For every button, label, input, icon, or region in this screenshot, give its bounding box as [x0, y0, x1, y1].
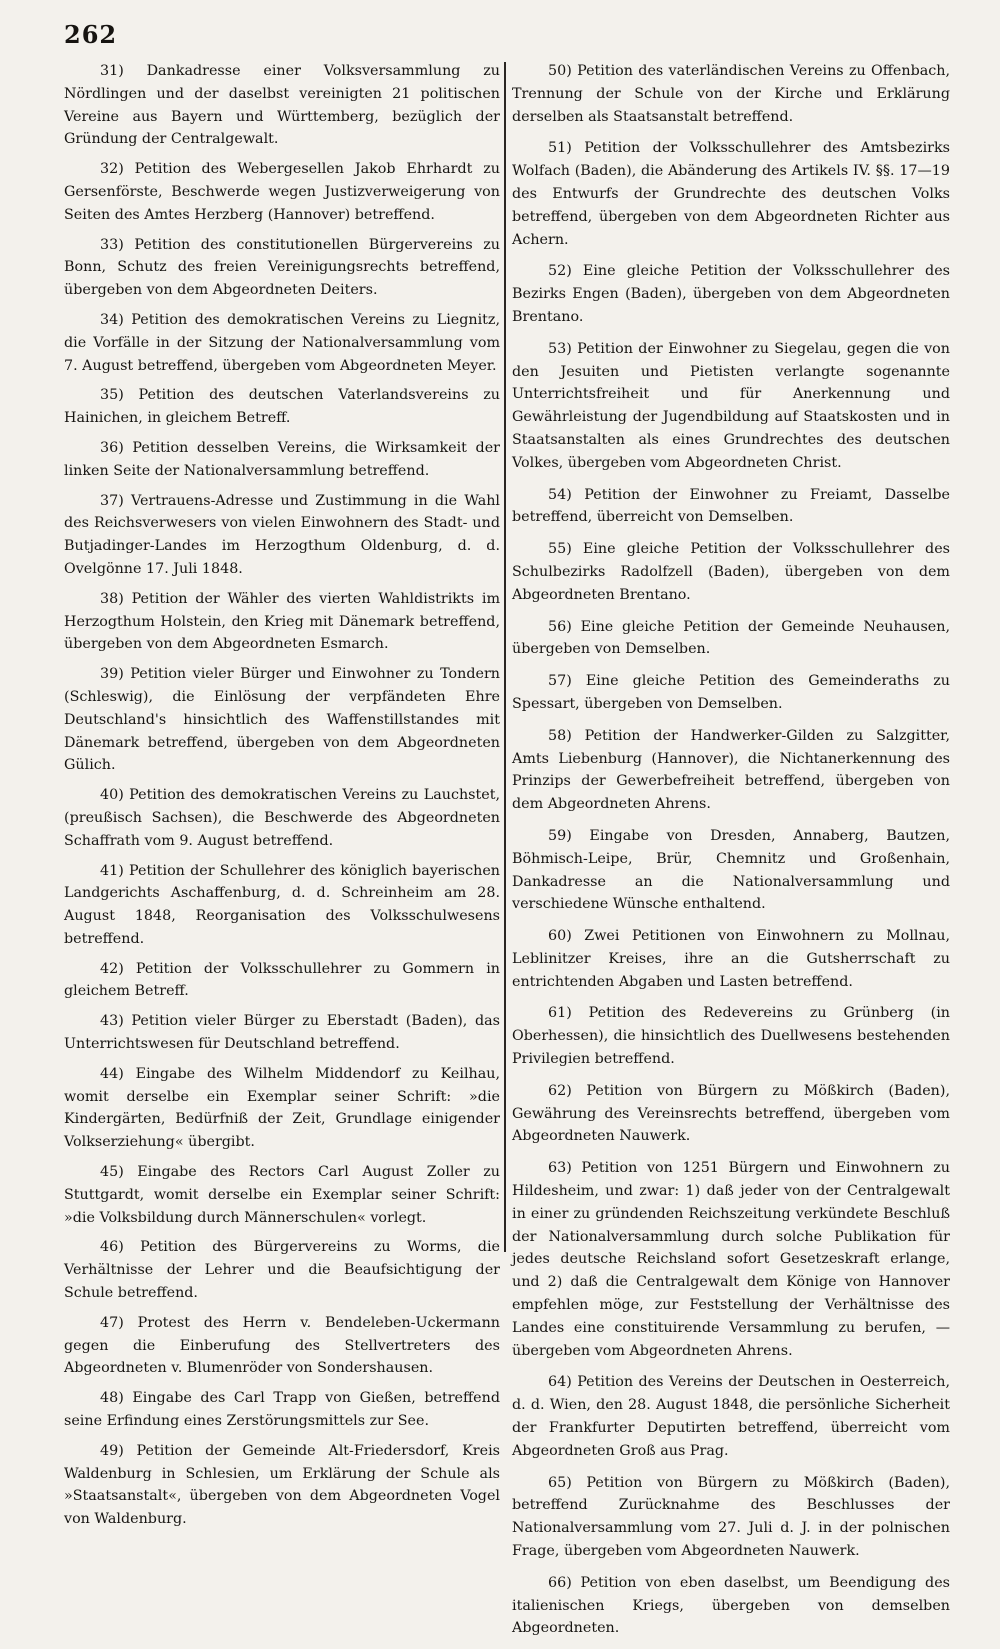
- entry-46: 46) Petition des Bürgervereins zu Worms, die Verhältnisse der Lehrer und die Beaufsichtigung der Schule betreffend.: [64, 1239, 500, 1302]
- entry-31: 31) Dankadresse einer Volksversammlung zu Nördlingen und der daselbst vereinigten 21 politischen Vereine aus Bayern und Württemberg, bezüglich der Gründung der Centralgewalt.: [64, 63, 500, 148]
- entry-58: 58) Petition der Handwerker-Gilden zu Salzgitter, Amts Liebenburg (Hannover), die Nichtanerkennung des Prinzips der Gewerbefreiheit betreffend, übergeben von dem Abgeordneten Ahrens.: [512, 727, 950, 813]
- entry-53: 53) Petition der Einwohner zu Siegelau, gegen die von den Jesuiten und Pietisten verlangte sogenannte Unterrichtsfreiheit und für Anerkennung und Gewährleistung der Jugendbildung auf Staatskosten und in Staatsanstalten als eines Grundrechtes des deutschen Volkes, übergeben vom Abgeordneten Christ.: [512, 340, 950, 471]
- entry-48: 48) Eingabe des Carl Trapp von Gießen, betreffend seine Erfindung eines Zerstörungsmittels zur See.: [64, 1390, 500, 1430]
- entry-35: 35) Petition des deutschen Vaterlandsvereins zu Hainichen, in gleichem Betreff.: [64, 387, 500, 427]
- entry-55: 55) Eine gleiche Petition der Volksschullehrer des Schulbezirks Radolfzell (Baden), übergeben von dem Abgeordneten Brentano.: [512, 541, 950, 603]
- entry-64: 64) Petition des Vereins der Deutschen in Oesterreich, d. d. Wien, den 28. August 1848, die persönliche Sicherheit der Frankfurter Deputirten betreffend, überreicht vom Abgeordneten Groß aus Prag.: [512, 1374, 950, 1459]
- entry-54: 54) Petition der Einwohner zu Freiamt, Dasselbe betreffend, überreicht von Demselben.: [512, 486, 950, 526]
- entry-37: 37) Vertrauens-Adresse und Zustimmung in die Wahl des Reichsverwesers von vielen Einwohnern des Stadt- und Butjadinger-Landes im Herzogthum Oldenburg, d. d. Ovelgönne 17. Juli 1848.: [64, 492, 500, 577]
- entry-65: 65) Petition von Bürgern zu Mößkirch (Baden), betreffend Zurücknahme des Beschlusses der Nationalversammlung vom 27. Juli d. J. in der polnischen Frage, übergeben vom Abgeordneten Nauwerk.: [512, 1474, 950, 1560]
- entry-47: 47) Protest des Herrn v. Bendeleben-Uckermann gegen die Einberufung des Stellvertreters des Abgeordneten v. Blumenröder von Sondershausen.: [64, 1314, 500, 1377]
- entry-51: 51) Petition der Volksschullehrer des Amtsbezirks Wolfach (Baden), die Abänderung des Artikels IV. §§. 17—19 des Entwurfs der Grundrechte des deutschen Volks betreffend, übergeben von dem Abgeordneten Richter aus Achern.: [512, 140, 950, 248]
- entry-62: 62) Petition von Bürgern zu Mößkirch (Baden), Gewährung des Vereinsrechts betreffend, übergeben vom Abgeordneten Nauwerk.: [512, 1082, 950, 1145]
- entry-57: 57) Eine gleiche Petition des Gemeinderaths zu Spessart, übergeben von Demselben.: [512, 673, 950, 712]
- entry-61: 61) Petition des Redevereins zu Grünberg (in Oberhessen), die hinsichtlich des Duellwesens bestehenden Privilegien betreffend.: [512, 1005, 950, 1068]
- entry-33: 33) Petition des constitutionellen Bürgervereins zu Bonn, Schutz des freien Vereinigungsrechts betreffend, übergeben von dem Abgeordneten Deiters.: [64, 236, 500, 299]
- entry-43: 43) Petition vieler Bürger zu Eberstadt (Baden), das Unterrichtswesen für Deutschland betreffend.: [64, 1013, 500, 1053]
- right-column: [512, 60, 950, 1649]
- entry-45: 45) Eingabe des Rectors Carl August Zoller zu Stuttgardt, womit derselbe ein Exemplar seiner Schrift: »die Volksbildung durch Männerschulen« vorlegt.: [64, 1164, 500, 1226]
- entry-49: 49) Petition der Gemeinde Alt-Friedersdorf, Kreis Waldenburg in Schlesien, um Erklärung der Schule als »Staatsanstalt«, übergeben von dem Abgeordneten Vogel von Waldenburg.: [64, 1442, 500, 1528]
- entry-56: 56) Eine gleiche Petition der Gemeinde Neuhausen, übergeben von Demselben.: [512, 618, 950, 658]
- left-column: [64, 60, 500, 1538]
- entry-38: 38) Petition der Wähler des vierten Wahldistrikts im Herzogthum Holstein, den Krieg mit Dänemark betreffend, übergeben von dem Abgeordneten Esmarch.: [64, 590, 500, 653]
- entry-32: 32) Petition des Webergesellen Jakob Ehrhardt zu Gersenförste, Beschwerde wegen Justizverweigerung von Seiten des Amtes Herzberg (Hannover) betreffend.: [64, 161, 500, 223]
- page-number: 262: [64, 20, 118, 49]
- entry-52: 52) Eine gleiche Petition der Volksschullehrer des Bezirks Engen (Baden), übergeben von dem Abgeordneten Brentano.: [512, 263, 950, 325]
- entry-59: 59) Eingabe von Dresden, Annaberg, Bautzen, Böhmisch-Leipe, Brür, Chemnitz und Großenhain, Dankadresse an die Nationalversammlung und verschiedene Wünsche enthaltend.: [512, 827, 950, 913]
- entry-41: 41) Petition der Schullehrer des königlich bayerischen Landgerichts Aschaffenburg, d. d. Schreinheim am 28. August 1848, Reorganisation des Volksschulwesens betreffend.: [64, 862, 500, 947]
- entry-50: 50) Petition des vaterländischen Vereins zu Offenbach, Trennung der Schule von der Kirche und Erklärung derselben als Staatsanstalt betreffend.: [512, 63, 950, 125]
- entry-42: 42) Petition der Volksschullehrer zu Gommern in gleichem Betreff.: [64, 960, 500, 1000]
- entry-44: 44) Eingabe des Wilhelm Middendorf zu Keilhau, womit derselbe ein Exemplar seiner Schrift: »die Kindergärten, Bedürfniß der Zeit, Grundlage einigender Volkserziehung« übergibt.: [64, 1065, 500, 1151]
- entry-39: 39) Petition vieler Bürger und Einwohner zu Tondern (Schleswig), die Einlösung der verpfändeten Ehre Deutschland's hinsichtlich des Waffenstillstandes mit Dänemark betreffend, übergeben von dem Abgeordneten Gülich.: [64, 666, 500, 774]
- entry-66: 66) Petition von eben daselbst, um Beendigung des italienischen Kriegs, übergeben von demselben Abgeordneten.: [512, 1574, 950, 1637]
- entry-63: 63) Petition von 1251 Bürgern und Einwohnern zu Hildesheim, und zwar: 1) daß jeder von der Centralgewalt in einer zu gründenden Reichszeitung verkündete Beschluß der Nationalversammlung durch solche Publikation für jedes deutsche Reichsland sofort Gesetzeskraft erlange, und 2) daß die Centralgewalt dem Könige von Hannover empfehlen möge, zur Feststellung der Verhältnisse des Landes eine constituirende Versammlung zu berufen, — übergeben vom Abgeordneten Ahrens.: [512, 1160, 950, 1359]
- column-divider: [504, 62, 506, 1252]
- entry-36: 36) Petition desselben Vereins, die Wirksamkeit der linken Seite der Nationalversammlung betreffend.: [64, 439, 500, 479]
- entry-40: 40) Petition des demokratischen Vereins zu Lauchstet, (preußisch Sachsen), die Beschwerde des Abgeordneten Schaffrath vom 9. August betreffend.: [64, 787, 500, 849]
- entry-34: 34) Petition des demokratischen Vereins zu Liegnitz, die Vorfälle in der Sitzung der Nationalversammlung vom 7. August betreffend, übergeben vom Abgeordneten Meyer.: [64, 311, 500, 374]
- entry-60: 60) Zwei Petitionen von Einwohnern zu Mollnau, Leblinitzer Kreises, ihre an die Gutsherrschaft zu entrichtenden Abgaben und Lasten betreffend.: [512, 928, 950, 990]
